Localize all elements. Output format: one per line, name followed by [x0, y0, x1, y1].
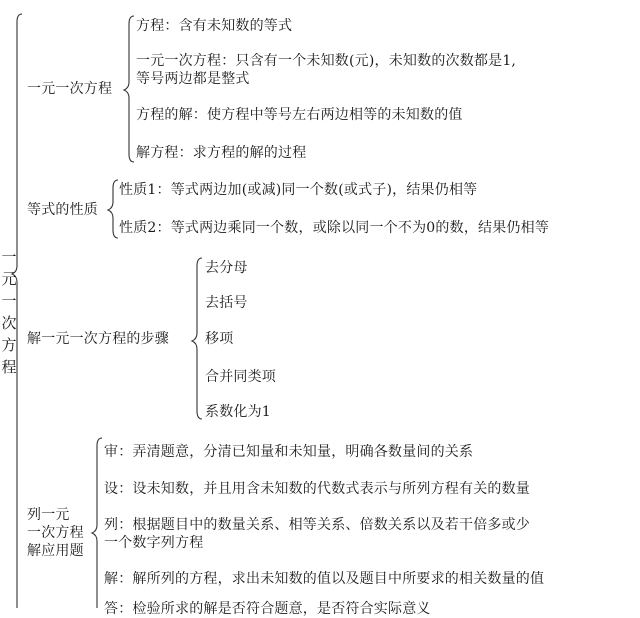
- s3-label: 解一元一次方程的步骤: [27, 331, 169, 347]
- s1-item: 等号两边都是整式: [136, 71, 250, 87]
- s3-brace: [192, 258, 202, 419]
- s3-item: 去括号: [205, 295, 248, 311]
- s2-item: 性质1：等式两边加(或减)同一个数(或式子)，结果仍相等: [119, 182, 478, 198]
- s4-item: 设：设未知数，并且用含未知数的代数式表示与所列方程有关的数量: [104, 481, 530, 497]
- s4-label-line: 列一元: [27, 507, 70, 523]
- s3-item: 合并同类项: [205, 369, 276, 385]
- root-title: [1, 246, 17, 378]
- s1-label: 一元一次方程: [27, 81, 113, 97]
- s1-item: 一元一次方程：只含有一个未知数(元)，未知数的次数都是1,: [136, 53, 517, 69]
- root-char: 一: [1, 292, 17, 310]
- root-char: 程: [1, 358, 17, 376]
- s4-item: 列：根据题目中的数量关系、相等关系、倍数关系以及若干倍多或少: [104, 517, 530, 533]
- s4-label-line: 解应用题: [27, 543, 84, 559]
- s3-item: 移项: [205, 331, 234, 347]
- s3-item: 去分母: [205, 260, 248, 276]
- root-char: 次: [1, 314, 17, 332]
- s1-item: 方程：含有未知数的等式: [136, 18, 293, 34]
- s2-item: 性质2：等式两边乘同一个数，或除以同一个不为0的数，结果仍相等: [119, 220, 550, 236]
- s4-item: 答：检验所求的解是否符合题意，是否符合实际意义: [104, 601, 431, 617]
- root-char: 一: [1, 248, 17, 266]
- s3-item: 系数化为1: [205, 404, 271, 420]
- s2-brace: [108, 180, 118, 238]
- s4-item: 一个数字列方程: [104, 535, 204, 551]
- root-char: 方: [1, 336, 17, 354]
- s4-item: 解：解所列的方程，求出未知数的值以及题目中所要求的相关数量的值: [104, 571, 545, 587]
- s4-item: 审：弄清题意，分清已知量和未知量，明确各数量间的关系: [104, 444, 474, 460]
- root-char: 元: [1, 270, 17, 288]
- s2-label: 等式的性质: [27, 202, 98, 218]
- s4-brace: [92, 438, 102, 608]
- s1-item: 解方程：求方程的解的过程: [136, 145, 307, 161]
- s4-label-line: 一次方程: [27, 525, 84, 541]
- s1-item: 方程的解：使方程中等号左右两边相等的未知数的值: [136, 107, 463, 123]
- s1-brace: [124, 16, 134, 162]
